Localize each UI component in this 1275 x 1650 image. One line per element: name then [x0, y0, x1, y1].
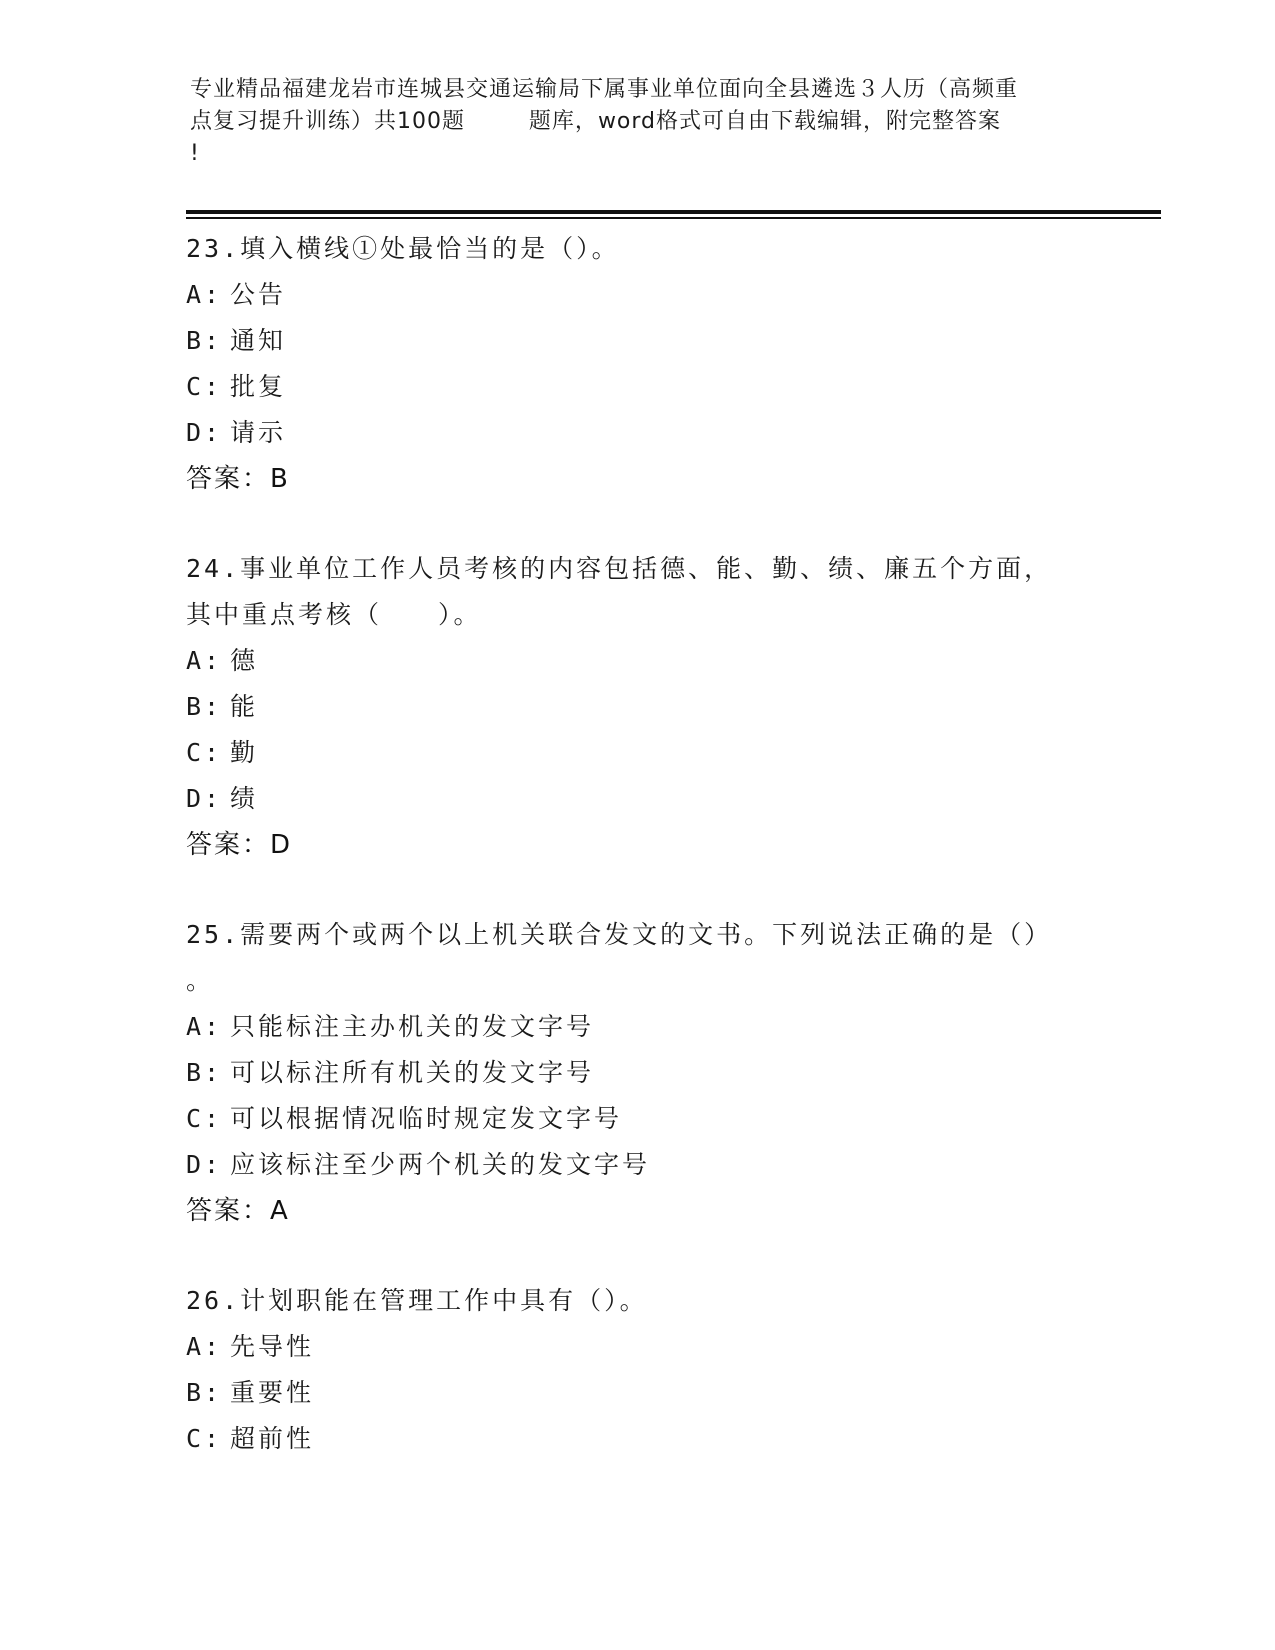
- answer-line: 答案：B: [186, 464, 290, 494]
- option-key: C:: [186, 1424, 223, 1453]
- option-b: [186, 1050, 1086, 1096]
- header-divider-thick: [186, 210, 1161, 214]
- option-text: 公告: [230, 280, 287, 309]
- option-a: [186, 1324, 1086, 1370]
- option-c: [186, 364, 1086, 410]
- option-b: [186, 1370, 1086, 1416]
- option-text: 应该标注至少两个机关的发文字号: [230, 1150, 651, 1179]
- question-text: 23.填入横线①处最恰当的是（）。: [186, 234, 620, 263]
- header-line: !: [190, 141, 200, 166]
- option-d: [186, 1142, 1086, 1188]
- option-key: A:: [186, 280, 223, 309]
- question-25: [186, 912, 1086, 1234]
- question-24: [186, 546, 1086, 868]
- answer-line: 答案：A: [186, 1196, 290, 1226]
- option-d: [186, 410, 1086, 456]
- option-key: B:: [186, 692, 223, 721]
- option-text: 批复: [230, 372, 287, 401]
- option-key: D:: [186, 784, 223, 813]
- header-line: 专业精品福建龙岩市连城县交通运输局下属事业单位面向全县遴选３人历（高频重: [190, 77, 1019, 102]
- header-divider-thin: [186, 217, 1161, 219]
- option-text: 通知: [230, 326, 287, 355]
- option-text: 超前性: [230, 1424, 315, 1453]
- option-c: [186, 1096, 1086, 1142]
- option-key: C:: [186, 738, 223, 767]
- option-a: [186, 638, 1086, 684]
- option-text: 能: [230, 692, 259, 721]
- option-text: 勤: [230, 738, 259, 767]
- option-a: [186, 1004, 1086, 1050]
- option-text: 德: [230, 646, 259, 675]
- option-c: [186, 730, 1086, 776]
- option-b: [186, 318, 1086, 364]
- option-a: [186, 272, 1086, 318]
- option-b: [186, 684, 1086, 730]
- option-c: [186, 1416, 1086, 1462]
- option-key: C:: [186, 372, 223, 401]
- option-text: 重要性: [230, 1378, 315, 1407]
- option-text: 请示: [230, 418, 287, 447]
- option-key: B:: [186, 1378, 223, 1407]
- option-key: C:: [186, 1104, 223, 1133]
- option-text: 只能标注主办机关的发文字号: [230, 1012, 595, 1041]
- option-key: A:: [186, 1012, 223, 1041]
- header-line: 点复习提升训练）共100题 题库，word格式可自由下载编辑，附完整答案: [190, 109, 1002, 134]
- question-list: [186, 226, 1086, 1462]
- option-d: [186, 776, 1086, 822]
- answer-line: 答案：D: [186, 830, 293, 860]
- option-key: B:: [186, 1058, 223, 1087]
- option-key: D:: [186, 1150, 223, 1179]
- option-key: A:: [186, 1332, 223, 1361]
- option-key: B:: [186, 326, 223, 355]
- question-23: [186, 226, 1086, 502]
- question-26: [186, 1278, 1086, 1462]
- question-text: 24.事业单位工作人员考核的内容包括德、能、勤、绩、廉五个方面， 其中重点考核（ ）。: [186, 554, 1053, 629]
- option-key: D:: [186, 418, 223, 447]
- option-key: A:: [186, 646, 223, 675]
- question-text: 26.计划职能在管理工作中具有（）。: [186, 1286, 648, 1315]
- document-header: [190, 74, 1090, 170]
- option-text: 绩: [230, 784, 259, 813]
- option-text: 先导性: [230, 1332, 315, 1361]
- question-text: 25.需要两个或两个以上机关联合发文的文书。下列说法正确的是（） 。: [186, 920, 1053, 995]
- option-text: 可以根据情况临时规定发文字号: [230, 1104, 623, 1133]
- option-text: 可以标注所有机关的发文字号: [230, 1058, 595, 1087]
